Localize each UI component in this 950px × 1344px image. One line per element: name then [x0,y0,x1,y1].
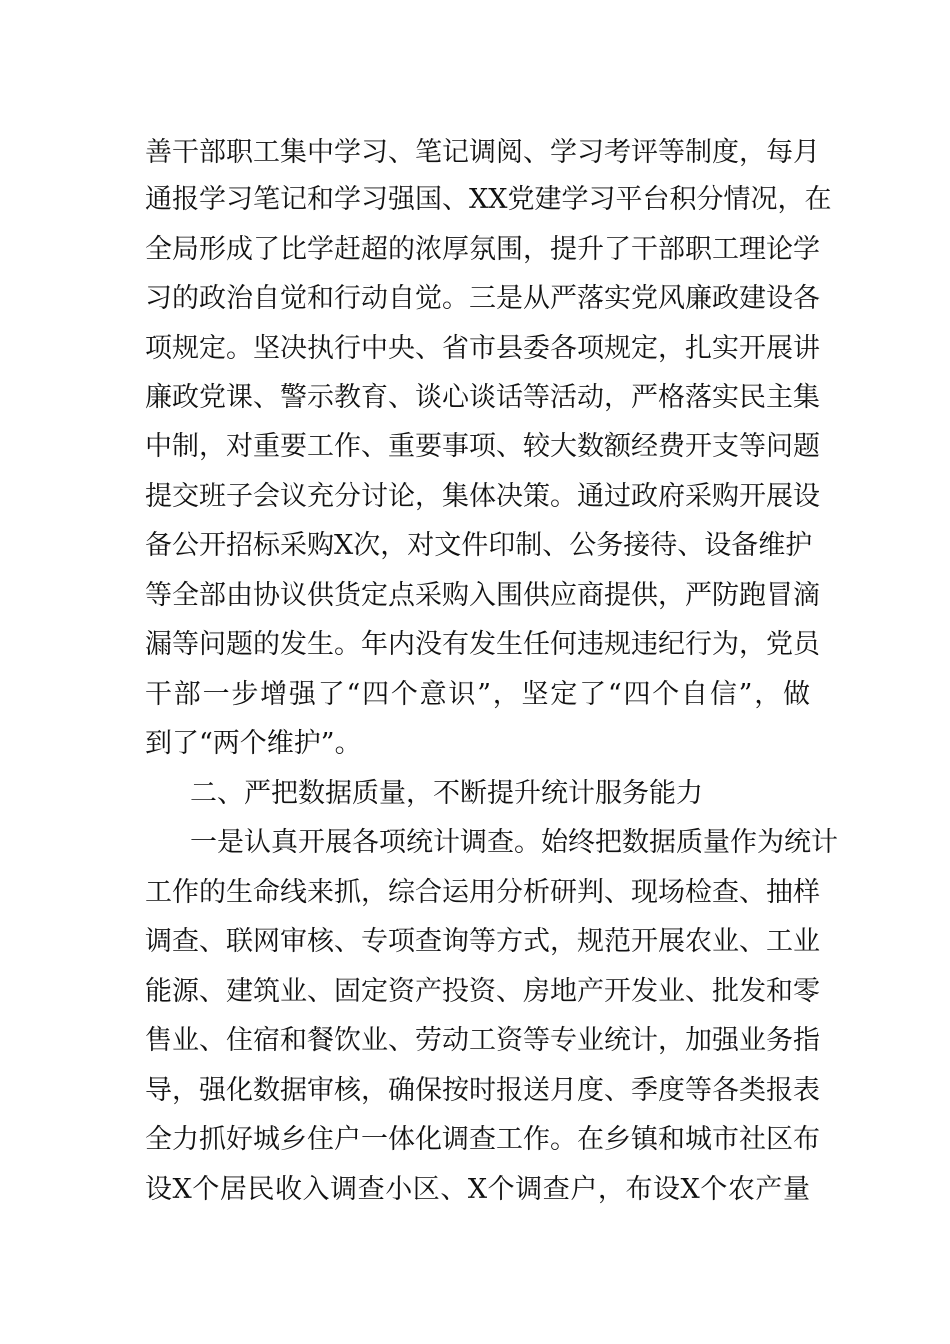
paragraph-line: 一是认真开展各项统计调查。始终把数据质量作为统计 [190,827,838,858]
paragraph-line: 廉政党课、警示教育、谈心谈话等活动，严格落实民主集 [145,382,820,413]
paragraph-line: 全局形成了比学赶超的浓厚氛围，提升了干部职工理论学 [145,234,820,265]
paragraph-line: 通报学习笔记和学习强国、XX党建学习平台积分情况，在 [145,184,832,215]
paragraph-line: 提交班子会议充分讨论，集体决策。通过政府采购开展设 [145,481,820,512]
paragraph-line: 中制，对重要工作、重要事项、较大数额经费开支等问题 [145,431,820,462]
paragraph-line: 调查、联网审核、专项查询等方式，规范开展农业、工业 [145,926,820,957]
paragraph-line: 到了“两个维护”。 [145,728,362,759]
paragraph-line: 导，强化数据审核，确保按时报送月度、季度等各类报表 [145,1075,820,1106]
paragraph-line: 善干部职工集中学习、笔记调阅、学习考评等制度，每月 [145,137,820,168]
paragraph-line: 设X个居民收入调查小区、X个调查户，布设X个农产量 [145,1174,810,1205]
paragraph-line: 备公开招标采购X次，对文件印制、公务接待、设备维护 [145,530,813,561]
paragraph-line: 干部一步增强了“四个意识”，坚定了“四个自信”，做 [145,679,810,710]
paragraph-line: 能源、建筑业、固定资产投资、房地产开发业、批发和零 [145,976,820,1007]
section-heading: 二、严把数据质量，不断提升统计服务能力 [190,778,703,809]
paragraph-line: 全力抓好城乡住户一体化调查工作。在乡镇和城市社区布 [145,1124,820,1155]
paragraph-line: 工作的生命线来抓，综合运用分析研判、现场检查、抽样 [145,877,820,908]
paragraph-line: 售业、住宿和餐饮业、劳动工资等专业统计，加强业务指 [145,1025,820,1056]
paragraph-line: 项规定。坚决执行中央、省市县委各项规定，扎实开展讲 [145,333,820,364]
paragraph-line: 等全部由协议供货定点采购入围供应商提供，严防跑冒滴 [145,580,820,611]
paragraph-line: 习的政治自觉和行动自觉。三是从严落实党风廉政建设各 [145,283,820,314]
paragraph-line: 漏等问题的发生。年内没有发生任何违规违纪行为，党员 [145,629,820,660]
